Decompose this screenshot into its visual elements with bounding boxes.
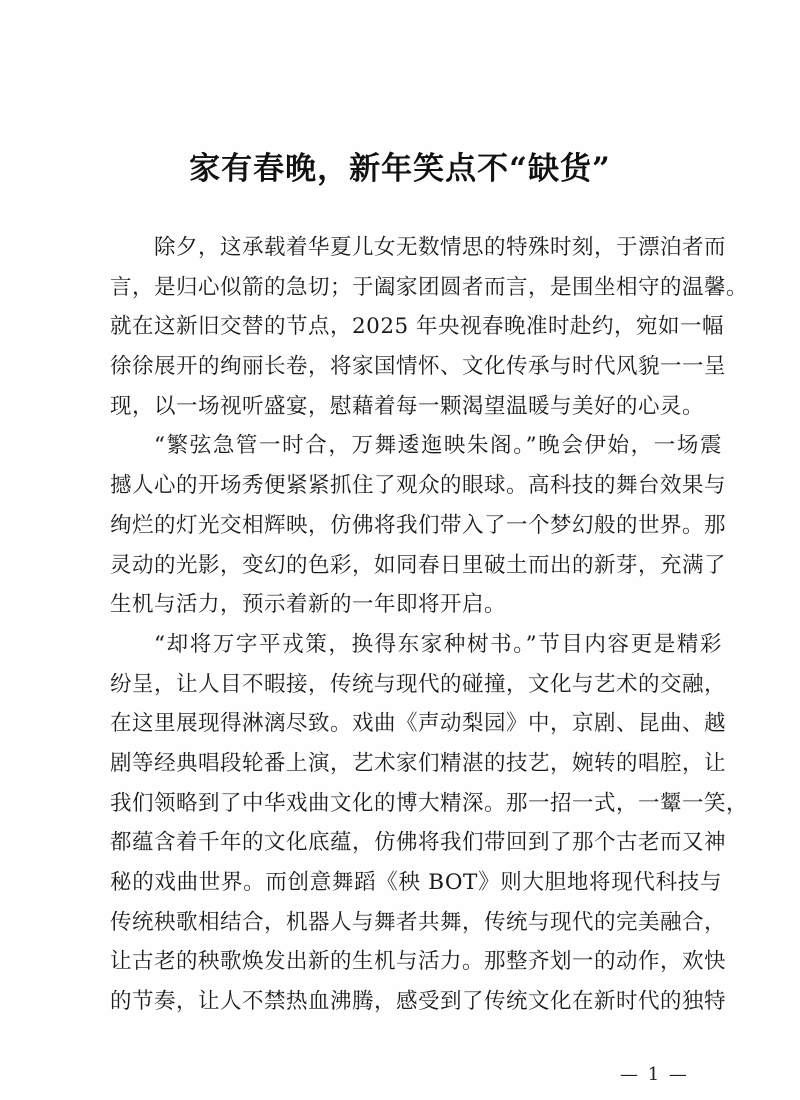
text-line: 绚烂的灯光交相辉映，仿佛将我们带入了一个梦幻般的世界。那: [110, 512, 727, 538]
text-line: 现，以一场视听盛宴，慰藉着每一颗渴望温暖与美好的心灵。: [110, 393, 705, 419]
text-line: 我们领略到了中华戏曲文化的博大精深。那一招一式，一颦一笑，: [110, 790, 749, 816]
text-line: “繁弦急管一时合，万舞逶迤映朱阁。”晚会伊始，一场震: [154, 433, 722, 459]
paragraph-1: [110, 228, 749, 426]
text-line: 在这里展现得淋漓尽致。戏曲《声动梨园》中，京剧、昆曲、越: [110, 711, 727, 737]
text-line: 就在这新旧交替的节点，2025 年央视春晚准时赴约，宛如一幅: [110, 314, 725, 340]
document-title: 家有春晚，新年笑点不“缺货”: [189, 151, 611, 187]
text-line: 撼人心的开场秀便紧紧抓住了观众的眼球。高科技的舞台效果与: [110, 473, 727, 499]
page-number: — 1 —: [620, 1064, 689, 1085]
text-line: 剧等经典唱段轮番上演，艺术家们精湛的技艺，婉转的唱腔，让: [110, 750, 727, 776]
text-line: 言，是归心似箭的急切；于阖家团圆者而言，是围坐相守的温馨。: [110, 274, 749, 300]
document-body: [110, 228, 749, 1022]
paragraph-2: [110, 426, 727, 624]
text-line: 灵动的光影，变幻的色彩，如同春日里破土而出的新芽，充满了: [110, 552, 727, 578]
text-line: 纷呈，让人目不暇接，传统与现代的碰撞，文化与艺术的交融，: [110, 671, 727, 697]
text-line: 除夕，这承载着华夏儿女无数情思的特殊时刻，于漂泊者而: [154, 235, 727, 260]
text-line: 让古老的秧歌焕发出新的生机与活力。那整齐划一的动作，欢快: [110, 949, 727, 975]
text-line: 徐徐展开的绚丽长卷，将家国情怀、文化传承与时代风貌一一呈: [110, 354, 727, 380]
text-line: 的节奏，让人不禁热血沸腾，感受到了传统文化在新时代的独特: [110, 989, 727, 1015]
text-line: 传统秧歌相结合，机器人与舞者共舞，传统与现代的完美融合，: [110, 909, 727, 935]
text-line: 都蕴含着千年的文化底蕴，仿佛将我们带回到了那个古老而又神: [110, 830, 727, 856]
text-line: “却将万字平戎策，换得东家种树书。”节目内容更是精彩: [154, 631, 722, 657]
paragraph-3: [110, 625, 749, 1022]
text-line: 生机与活力，预示着新的一年即将开启。: [110, 592, 507, 618]
text-line: 秘的戏曲世界。而创意舞蹈《秧 BOT》则大胆地将现代科技与: [110, 870, 722, 895]
